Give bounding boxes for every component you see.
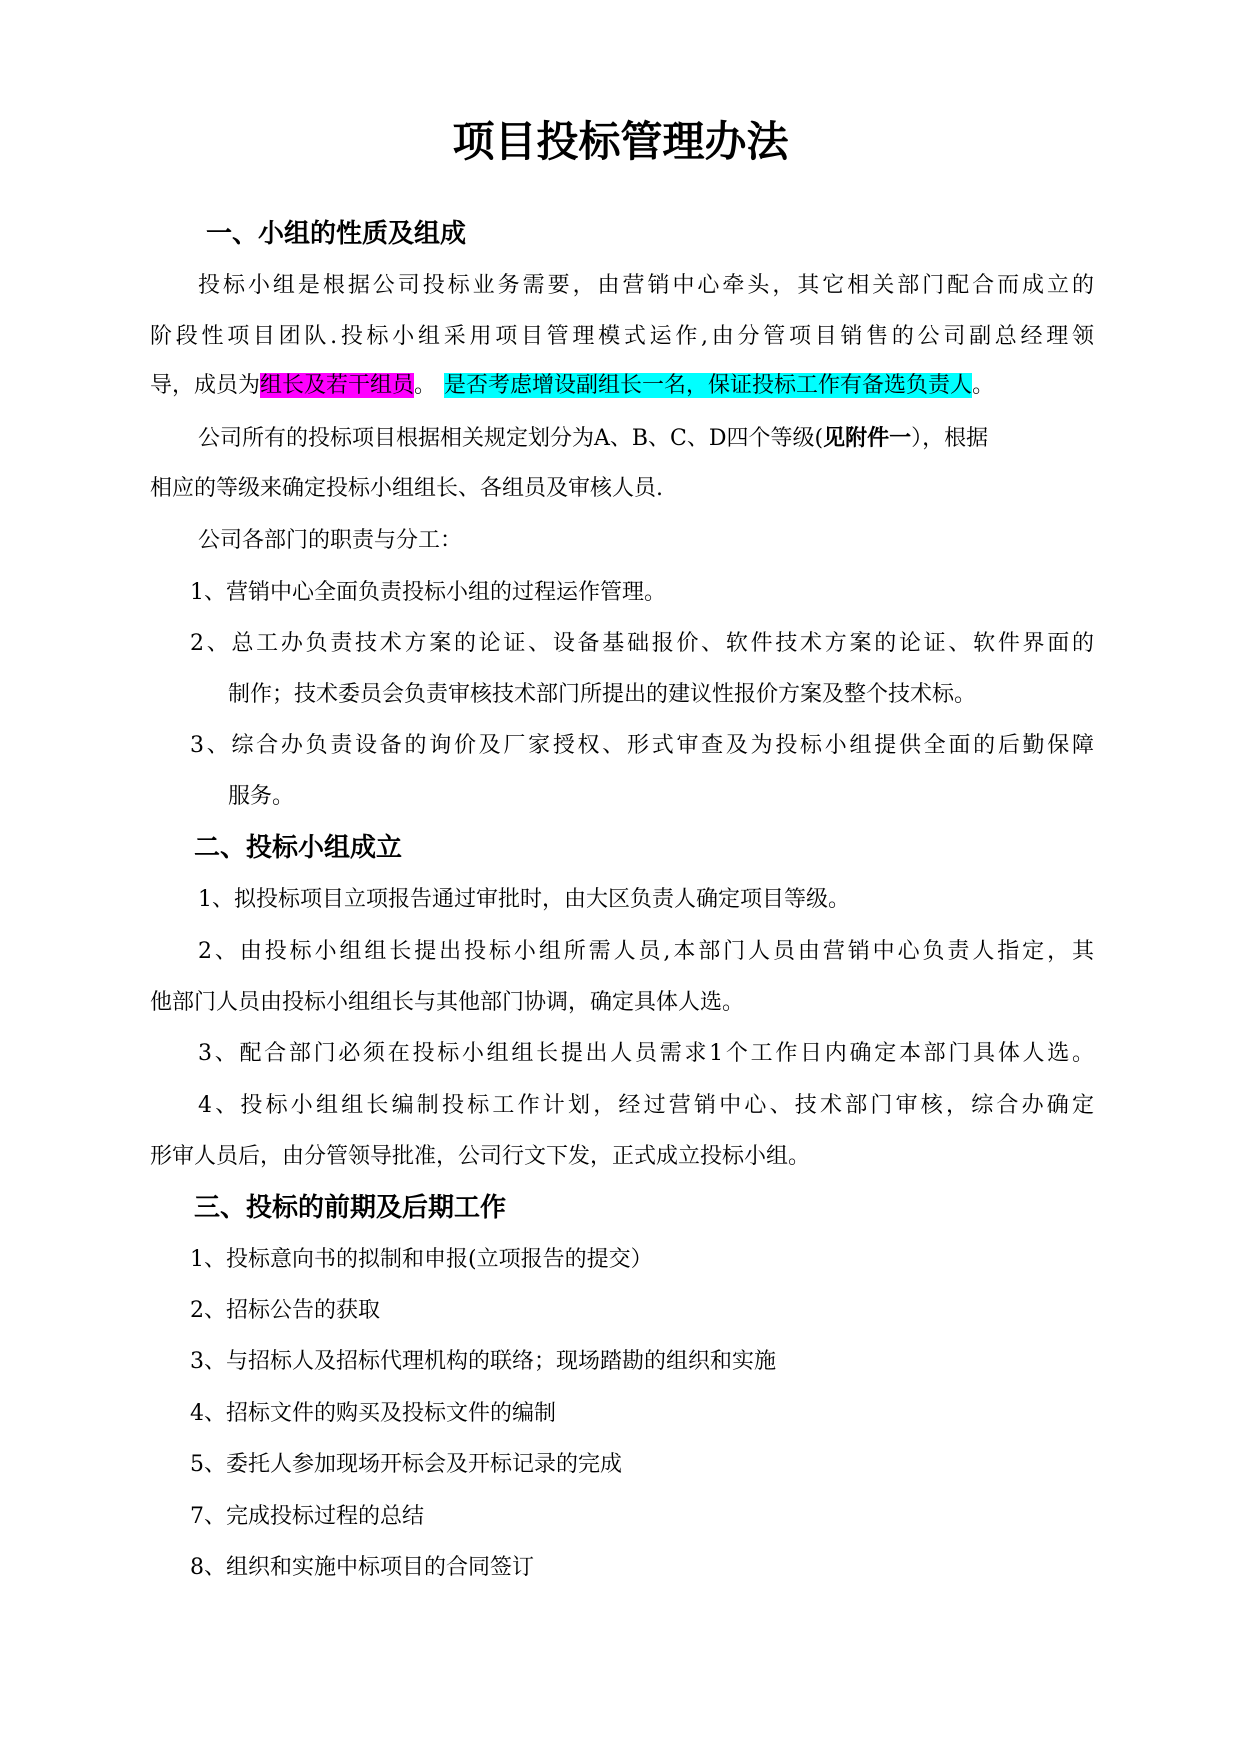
s2-item-4-line-1: 4、投标小组组长编制投标工作计划，经过营销中心、技术部门审核，综合办确定: [198, 1093, 1094, 1118]
s1-paragraph-1-line-3: [150, 366, 994, 406]
s3-list-item: 5、委托人参加现场开标会及开标记录的完成: [190, 1452, 622, 1477]
s2-item-3: 3、配合部门必须在投标小组组长提出人员需求1个工作日内确定本部门具体人选。: [198, 1041, 1094, 1066]
s3-list-item: 8、组织和实施中标项目的合同签订: [190, 1555, 534, 1580]
s1-paragraph-2-line-1: [198, 418, 1094, 459]
s3-list-item: 2、招标公告的获取: [190, 1298, 380, 1323]
s1-item-1: 1、营销中心全面负责投标小组的过程运作管理。: [190, 580, 666, 605]
s1-paragraph-3: 公司各部门的职责与分工：: [198, 528, 463, 553]
s3-list-item: 3、与招标人及招标代理机构的联络；现场踏勘的组织和实施: [190, 1349, 776, 1374]
s3-list-item: 4、招标文件的购买及投标文件的编制: [190, 1401, 556, 1426]
section-3-heading: 三、投标的前期及后期工作: [194, 1193, 507, 1223]
section-2-heading: 二、投标小组成立: [194, 833, 403, 863]
s2-item-1: 1、拟投标项目立项报告通过审批时，由大区负责人确定项目等级。: [198, 887, 850, 912]
document-title: 项目投标管理办法: [452, 117, 789, 166]
s2-item-2-line-1: 2、由投标小组组长提出投标小组所需人员,本部门人员由营销中心负责人指定，其: [198, 939, 1094, 964]
s3-list-item: 1、投标意向书的拟制和申报(立项报告的提交）: [190, 1247, 653, 1272]
s1-p1-end: 。: [972, 373, 995, 398]
s2-item-4-line-2: 形审人员后，由分管领导批准，公司行文下发，正式成立投标小组。: [150, 1144, 811, 1169]
s1-p2-suffix: ），根据: [911, 426, 989, 451]
s1-p2-prefix: 公司所有的投标项目根据相关规定划分为A、B、C、D四个等级(: [198, 426, 824, 451]
s1-paragraph-2-line-2: 相应的等级来确定投标小组组长、各组员及审核人员.: [150, 476, 663, 501]
s1-item-2-line-2: 制作；技术委员会负责审核技术部门所提出的建议性报价方案及整个技术标。: [228, 682, 977, 707]
s1-item-3-line-2: 服务。: [228, 784, 295, 809]
highlight-magenta: 组长及若干组员: [260, 373, 415, 398]
s1-p1-prefix: 导，成员为: [150, 373, 261, 398]
s1-paragraph-1-line-1: 投标小组是根据公司投标业务需要，由营销中心牵头，其它相关部门配合而成立的: [198, 273, 1094, 298]
s1-item-2-line-1: 2、总工办负责技术方案的论证、设备基础报价、软件技术方案的论证、软件界面的: [190, 631, 1094, 656]
s1-p2-bold: 见附件一: [823, 425, 912, 451]
s1-paragraph-1-line-2: 阶段性项目团队.投标小组采用项目管理模式运作,由分管项目销售的公司副总经理领: [150, 324, 1094, 349]
s3-list-item: 7、完成投标过程的总结: [190, 1504, 424, 1529]
s2-item-2-line-2: 他部门人员由投标小组组长与其他部门协调，确定具体人选。: [150, 990, 745, 1015]
s1-item-3-line-1: 3、综合办负责设备的询价及厂家授权、形式审查及为投标小组提供全面的后勤保障: [190, 733, 1094, 758]
highlight-cyan: 是否考虑增设副组长一名，保证投标工作有备选负责人: [444, 373, 973, 398]
section-1-heading: 一、小组的性质及组成: [206, 219, 467, 249]
s1-p1-mid: 。: [414, 373, 437, 398]
